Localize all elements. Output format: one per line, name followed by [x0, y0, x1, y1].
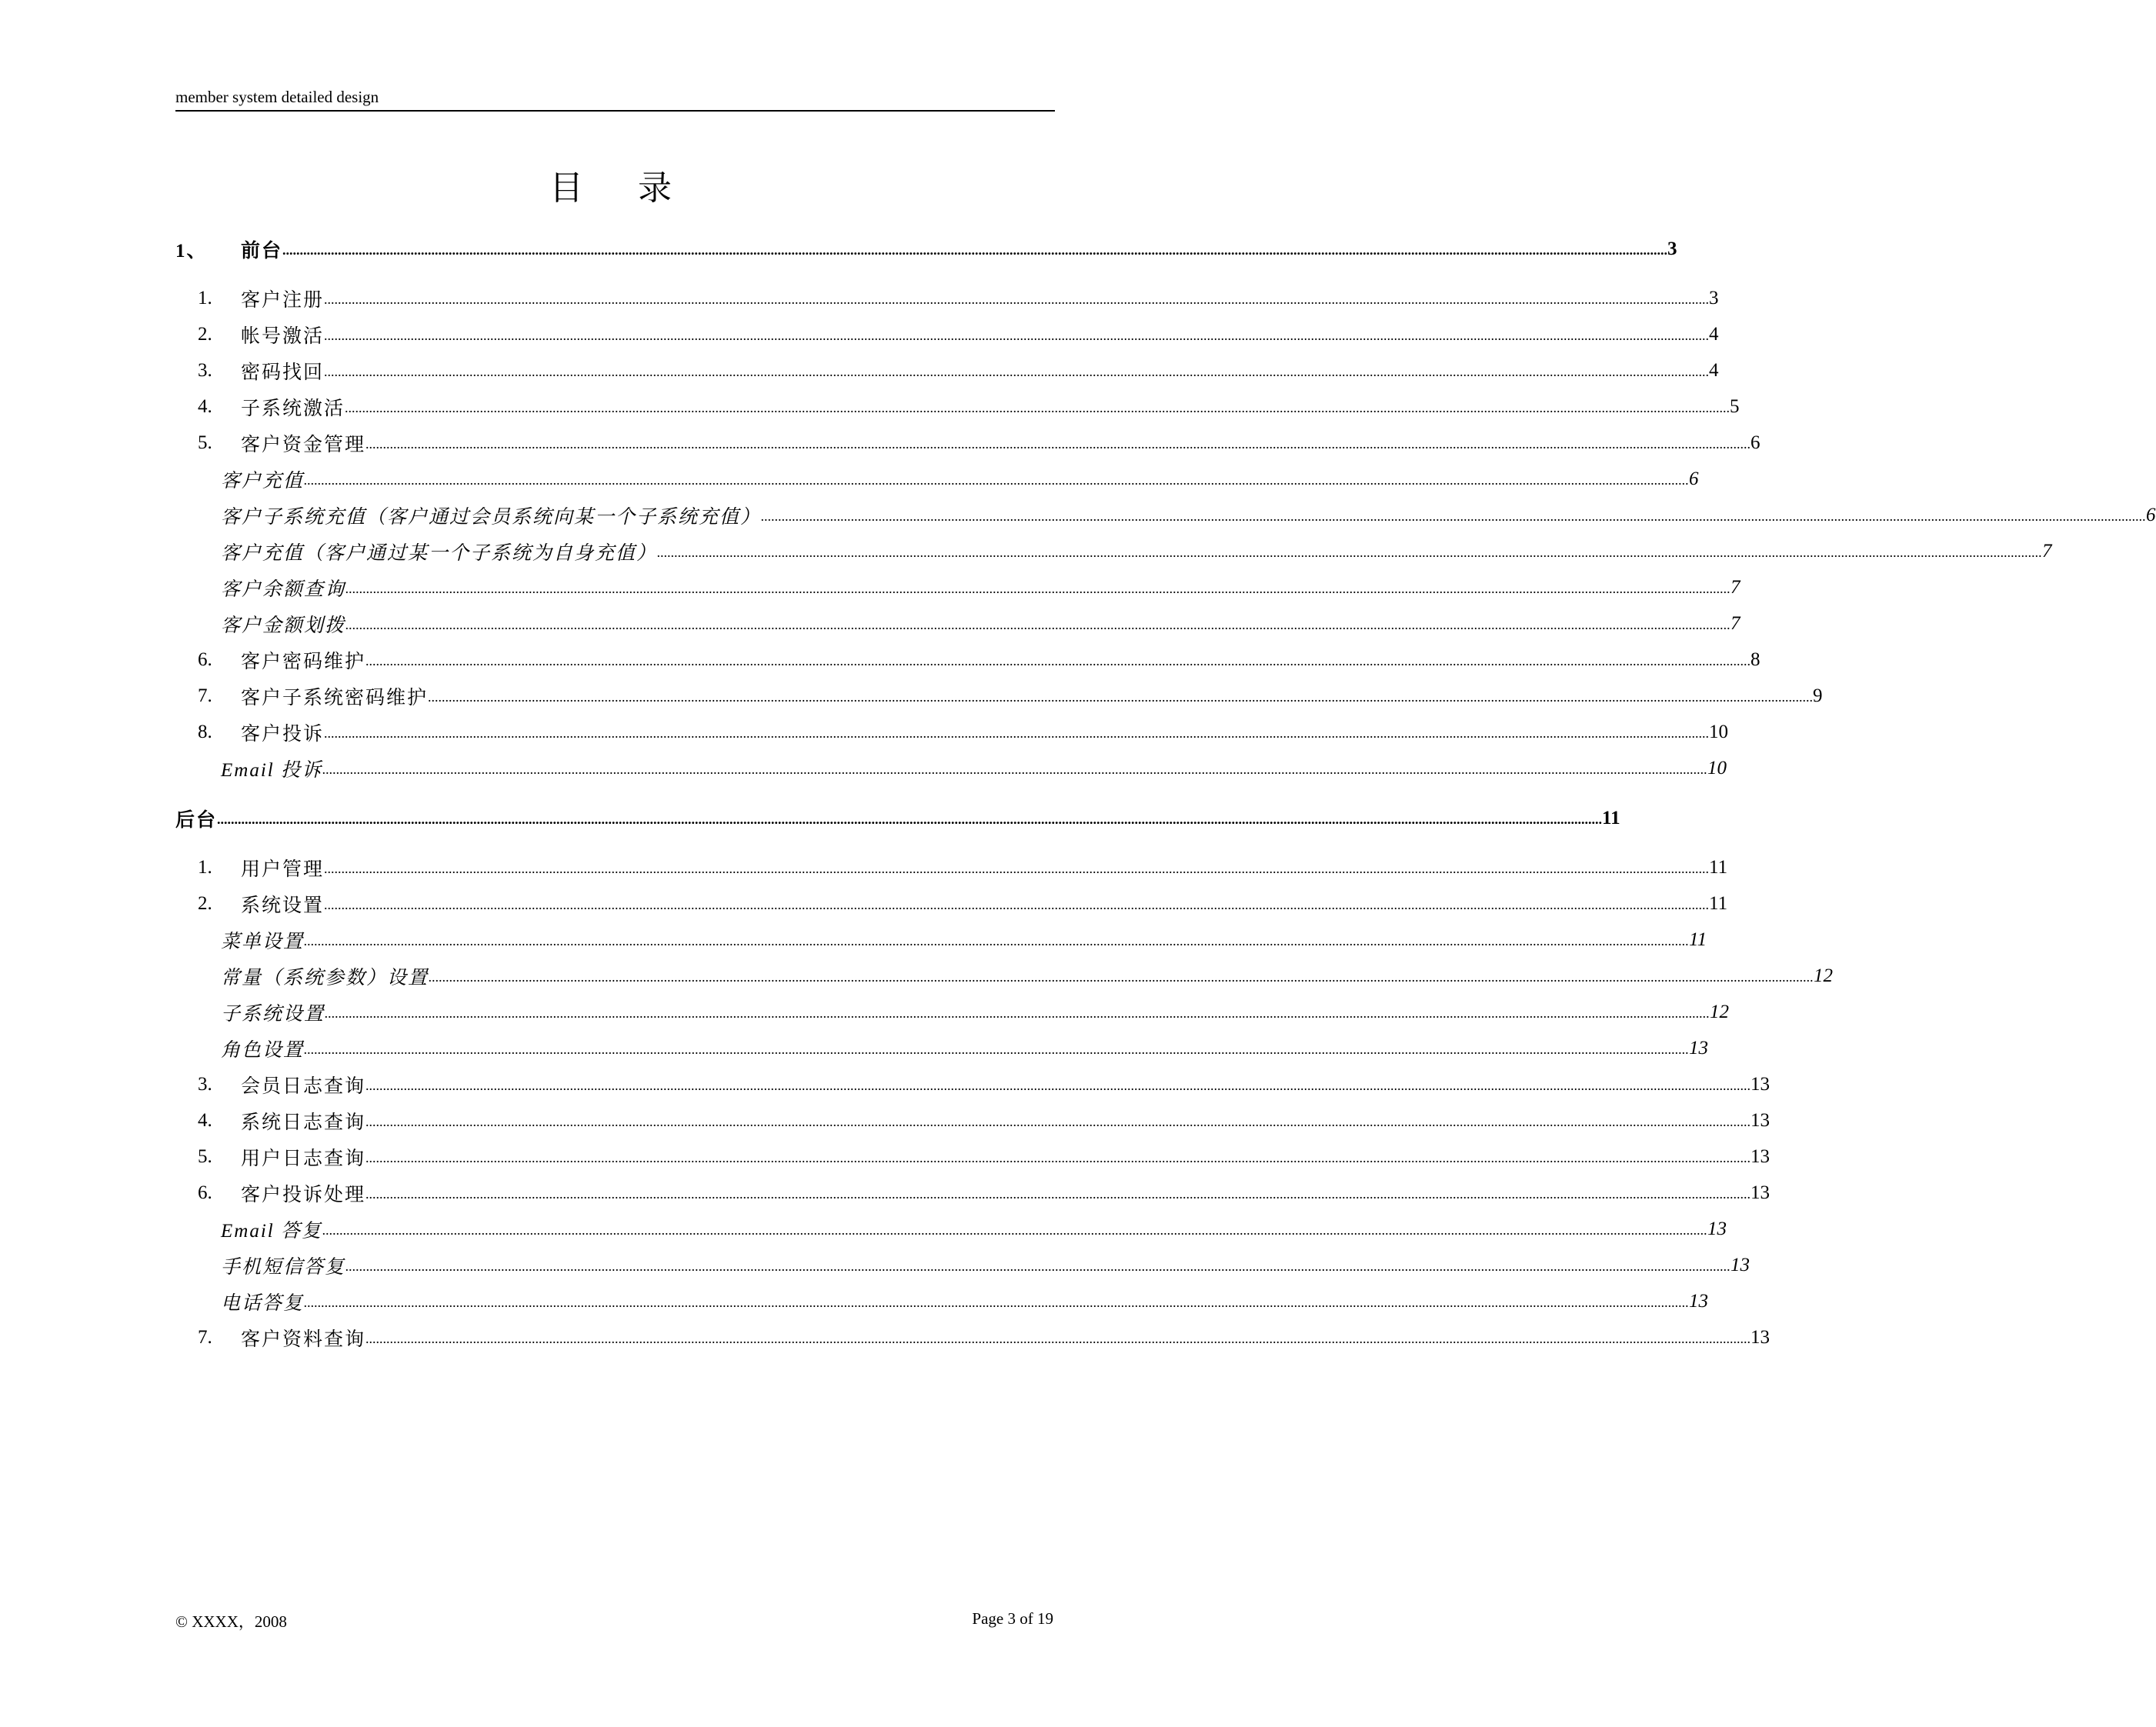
- toc-entry-number: 2.: [198, 323, 212, 345]
- toc-entry[interactable]: [175, 678, 1823, 714]
- toc-entry-page: 9: [1813, 685, 1823, 706]
- toc-entry-title: 子系统激活: [241, 398, 345, 419]
- dot-leader: ................................................................................................................................................................................................................................................................................................................................................................................................................: [325, 1005, 1710, 1021]
- dot-leader: ................................................................................................................................................................................................................................................................................................................................................................................................................: [429, 969, 1814, 985]
- toc-entry-page: 13: [1750, 1073, 1771, 1095]
- toc-entry-page: 8: [1750, 648, 1761, 670]
- dot-leader: ................................................................................................................................................................................................................................................................................................................................................................................................................: [761, 508, 2147, 524]
- toc-entry-page: 7: [2042, 540, 2052, 562]
- dot-leader: ................................................................................................................................................................................................................................................................................................................................................................................................................: [365, 1078, 1751, 1093]
- toc-entry-title: 后台: [175, 809, 218, 831]
- toc-entry[interactable]: [175, 1066, 1771, 1102]
- toc-entry-title: 前台: [241, 240, 283, 262]
- toc-entry-number: 3.: [198, 1073, 212, 1095]
- toc-entry-number: 1.: [198, 856, 212, 878]
- toc-entry-page: 12: [1814, 965, 1834, 986]
- toc-entry-page: 10: [1707, 757, 1727, 778]
- toc-entry[interactable]: [175, 231, 1677, 267]
- dot-leader: ................................................................................................................................................................................................................................................................................................................................................................................................................: [324, 725, 1710, 741]
- dot-leader: ................................................................................................................................................................................................................................................................................................................................................................................................................: [324, 328, 1710, 343]
- toc-entry[interactable]: [175, 750, 1727, 786]
- toc-entry-number: 2.: [198, 892, 212, 914]
- page-title: 目 录: [549, 169, 695, 207]
- toc-entry-title: 角色设置: [221, 1039, 305, 1061]
- toc-entry[interactable]: [175, 352, 1719, 388]
- toc-entry-page: 11: [1689, 929, 1707, 950]
- dot-leader: ................................................................................................................................................................................................................................................................................................................................................................................................................: [324, 897, 1710, 912]
- toc-entry-page: 12: [1710, 1001, 1730, 1022]
- toc-entry[interactable]: [175, 1139, 1771, 1175]
- toc-entry-number: 6.: [198, 1182, 212, 1203]
- toc-entry-page: 13: [1750, 1109, 1771, 1131]
- dot-leader: ................................................................................................................................................................................................................................................................................................................................................................................................................: [365, 1331, 1751, 1346]
- toc-entry-title: Email 答复: [221, 1220, 322, 1242]
- toc-entry-page: 3: [1667, 238, 1677, 259]
- toc-entry-page: 13: [1689, 1290, 1709, 1312]
- toc-entry-title: 菜单设置: [221, 931, 305, 952]
- dot-leader: ................................................................................................................................................................................................................................................................................................................................................................................................................: [345, 1259, 1731, 1274]
- dot-leader: ................................................................................................................................................................................................................................................................................................................................................................................................................: [365, 1150, 1751, 1165]
- toc-entry-page: 6: [1750, 432, 1761, 453]
- dot-leader: ................................................................................................................................................................................................................................................................................................................................................................................................................: [345, 617, 1731, 632]
- toc-entry-page: 13: [1707, 1218, 1727, 1239]
- dot-leader: ................................................................................................................................................................................................................................................................................................................................................................................................................: [322, 1222, 1707, 1238]
- toc-entry-number: 5.: [198, 1145, 212, 1167]
- dot-leader: ................................................................................................................................................................................................................................................................................................................................................................................................................: [657, 545, 2043, 560]
- toc-entry-title: 客户充值（客户通过某一个子系统为自身充值）: [221, 542, 658, 564]
- toc-entry-number: 4.: [198, 395, 212, 417]
- toc-entry-page: 3: [1709, 287, 1719, 308]
- toc-entry-title: 帐号激活: [241, 325, 325, 347]
- table-of-contents: [175, 231, 2156, 1355]
- toc-entry-title: 客户注册: [241, 289, 325, 311]
- dot-leader: ................................................................................................................................................................................................................................................................................................................................................................................................................: [345, 400, 1730, 415]
- toc-entry-title: 手机短信答复: [221, 1256, 346, 1278]
- toc-entry-title: 客户投诉处理: [241, 1184, 366, 1205]
- toc-entry-page: 10: [1709, 721, 1729, 742]
- toc-entry-title: 客户充值: [221, 470, 305, 492]
- toc-entry[interactable]: [175, 1247, 1750, 1283]
- toc-entry[interactable]: [175, 1102, 1771, 1139]
- toc-entry-page: 4: [1709, 359, 1719, 381]
- toc-entry-page: 11: [1602, 807, 1620, 828]
- toc-entry-page: 11: [1709, 856, 1728, 878]
- toc-entry-title: 子系统设置: [221, 1003, 325, 1025]
- toc-entry-number: 8.: [198, 721, 212, 742]
- toc-entry-title: 系统日志查询: [241, 1112, 366, 1133]
- toc-entry-number: 1、: [175, 240, 208, 262]
- dot-leader: ................................................................................................................................................................................................................................................................................................................................................................................................................: [365, 653, 1751, 668]
- toc-entry-page: 6: [1689, 468, 1699, 489]
- dot-leader: ................................................................................................................................................................................................................................................................................................................................................................................................................: [345, 581, 1731, 596]
- dot-leader: ................................................................................................................................................................................................................................................................................................................................................................................................................: [282, 242, 1668, 258]
- toc-entry-number: 3.: [198, 359, 212, 381]
- toc-entry-title: 用户日志查询: [241, 1148, 366, 1169]
- toc-entry[interactable]: [175, 569, 1740, 605]
- dot-leader: ................................................................................................................................................................................................................................................................................................................................................................................................................: [217, 812, 1603, 827]
- toc-entry-title: 客户余额查询: [221, 578, 346, 600]
- toc-entry-title: 常量（系统参数）设置: [221, 967, 429, 989]
- toc-entry[interactable]: [175, 1319, 1771, 1355]
- toc-entry[interactable]: [175, 1175, 1771, 1211]
- toc-entry-page: 13: [1750, 1326, 1771, 1348]
- toc-entry-title: 密码找回: [241, 362, 325, 383]
- toc-entry-title: 客户金额划拨: [221, 615, 346, 636]
- toc-entry-page: 13: [1750, 1182, 1771, 1203]
- toc-entry-page: 5: [1730, 395, 1740, 417]
- dot-leader: ................................................................................................................................................................................................................................................................................................................................................................................................................: [322, 762, 1707, 777]
- toc-entry-title: 客户资金管理: [241, 434, 366, 455]
- toc-entry-page: 6: [2146, 504, 2156, 525]
- toc-entry-title: 客户资料查询: [241, 1329, 366, 1350]
- toc-entry[interactable]: [175, 461, 1699, 497]
- dot-leader: ................................................................................................................................................................................................................................................................................................................................................................................................................: [324, 364, 1710, 379]
- toc-entry[interactable]: [175, 994, 1730, 1030]
- toc-entry-title: 系统设置: [241, 895, 325, 916]
- dot-leader: ................................................................................................................................................................................................................................................................................................................................................................................................................: [365, 1114, 1751, 1129]
- toc-entry-page: 13: [1730, 1254, 1750, 1275]
- toc-entry-title: 客户子系统密码维护: [241, 687, 429, 708]
- dot-leader: ................................................................................................................................................................................................................................................................................................................................................................................................................: [304, 1042, 1690, 1057]
- toc-entry-title: Email 投诉: [221, 759, 322, 781]
- toc-entry-number: 5.: [198, 432, 212, 453]
- toc-entry-title: 客户投诉: [241, 723, 325, 745]
- toc-entry-title: 电话答复: [221, 1292, 305, 1314]
- dot-leader: ................................................................................................................................................................................................................................................................................................................................................................................................................: [324, 861, 1710, 876]
- toc-entry[interactable]: [175, 1211, 1727, 1247]
- toc-entry-title: 客户子系统充值（客户通过会员系统向某一个子系统充值）: [221, 506, 762, 528]
- footer-page-number: Page 3 of 19: [972, 1609, 1053, 1628]
- toc-entry[interactable]: [175, 642, 1761, 678]
- toc-entry[interactable]: [175, 388, 1740, 425]
- toc-entry[interactable]: [175, 316, 1719, 352]
- toc-entry-page: 7: [1730, 576, 1740, 598]
- dot-leader: ................................................................................................................................................................................................................................................................................................................................................................................................................: [365, 436, 1751, 452]
- toc-entry-title: 客户密码维护: [241, 651, 366, 672]
- running-header: member system detailed design: [175, 88, 379, 106]
- toc-entry[interactable]: [175, 849, 1728, 885]
- toc-entry-number: 7.: [198, 1326, 212, 1348]
- dot-leader: ................................................................................................................................................................................................................................................................................................................................................................................................................: [428, 689, 1814, 705]
- dot-leader: ................................................................................................................................................................................................................................................................................................................................................................................................................: [304, 933, 1690, 949]
- toc-entry[interactable]: [175, 533, 2052, 569]
- toc-entry[interactable]: [175, 497, 2156, 533]
- toc-entry-page: 7: [1730, 612, 1740, 634]
- toc-entry-title: 会员日志查询: [241, 1075, 366, 1097]
- toc-entry-number: 1.: [198, 287, 212, 308]
- toc-entry[interactable]: [175, 1283, 1709, 1319]
- toc-entry[interactable]: [175, 885, 1728, 922]
- dot-leader: ................................................................................................................................................................................................................................................................................................................................................................................................................: [365, 1186, 1751, 1202]
- toc-entry-title: 用户管理: [241, 858, 325, 880]
- toc-entry[interactable]: [175, 714, 1729, 750]
- dot-leader: ................................................................................................................................................................................................................................................................................................................................................................................................................: [304, 472, 1690, 488]
- toc-entry-page: 13: [1750, 1145, 1771, 1167]
- toc-entry[interactable]: [175, 958, 1834, 994]
- toc-entry-number: 7.: [198, 685, 212, 706]
- dot-leader: ................................................................................................................................................................................................................................................................................................................................................................................................................: [324, 292, 1710, 307]
- toc-entry-page: 13: [1689, 1037, 1709, 1059]
- dot-leader: ................................................................................................................................................................................................................................................................................................................................................................................................................: [304, 1295, 1690, 1310]
- toc-entry-page: 11: [1709, 892, 1728, 914]
- toc-entry-number: 6.: [198, 648, 212, 670]
- toc-entry[interactable]: [175, 280, 1719, 316]
- header-rule: [175, 110, 1055, 112]
- toc-entry[interactable]: [175, 1030, 1709, 1066]
- toc-entry[interactable]: [175, 605, 1740, 642]
- toc-entry[interactable]: [175, 922, 1707, 958]
- toc-entry[interactable]: [175, 800, 1620, 836]
- toc-entry[interactable]: [175, 425, 1761, 461]
- toc-entry-page: 4: [1709, 323, 1719, 345]
- toc-entry-number: 4.: [198, 1109, 212, 1131]
- footer-copyright: © XXXX，2008: [175, 1612, 287, 1631]
